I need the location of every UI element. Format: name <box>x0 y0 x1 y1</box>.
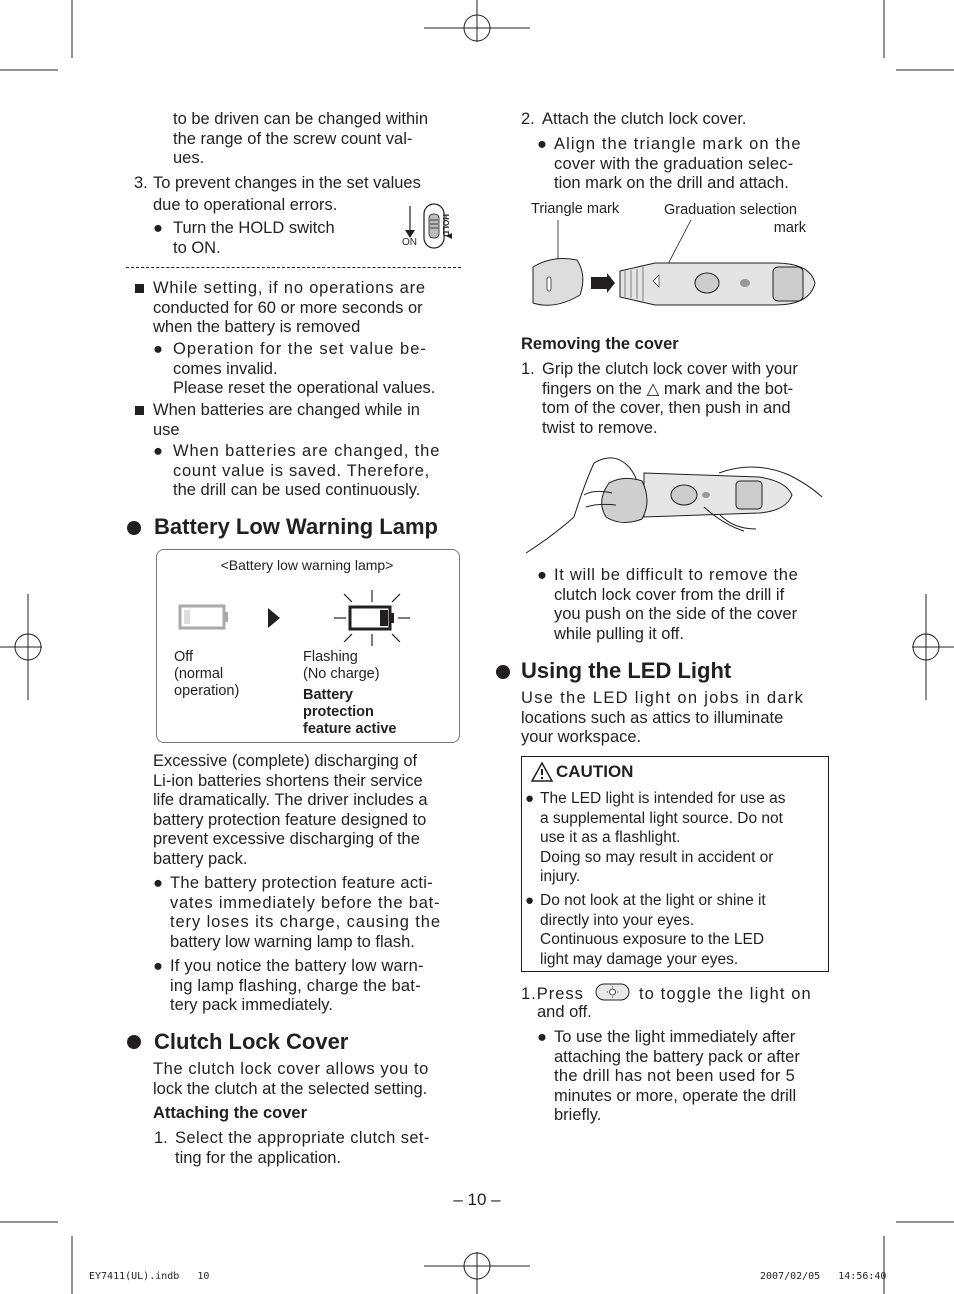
press-instruction-post: to toggle the light on <box>639 985 812 1003</box>
heading-bullet <box>127 521 141 535</box>
clutch-section-title: Clutch Lock Cover <box>154 1029 349 1054</box>
caution-item-1: The LED light is intended for use as a supplemental light source. Do not use it as a flashlight. Doing so may result in accident or injury. <box>540 790 786 885</box>
battery-lamp-caption: <Battery low warning lamp> <box>220 557 394 573</box>
step-3-number: 3. <box>134 174 148 192</box>
clutch-cover-attach-illustration <box>525 215 825 315</box>
battery-section-title: Battery Low Warning Lamp <box>154 514 438 539</box>
press-instruction-line2: and off. <box>537 1003 592 1021</box>
step-2-text: Attach the clutch lock cover. <box>542 110 747 128</box>
switch-on-label: ON <box>402 237 417 248</box>
hold-switch-bullet: Turn the HOLD switch to ON. <box>173 219 335 257</box>
attach-heading: Attaching the cover <box>153 1104 308 1122</box>
battery-body: Excessive (complete) discharging of Li-ion batteries shortens their service life dramatically. The driver includes a battery protection feature designed to prevent excessive discharging of the battery pack. <box>153 752 428 868</box>
attach-step-number: 1. <box>154 1129 168 1147</box>
battery-flashing-icon <box>332 588 412 648</box>
press-bullet: To use the light immediately after attaching the battery pack or after the drill has not been used for 5 minutes or more, operate the drill briefly. <box>554 1028 800 1124</box>
heading-bullet <box>496 665 510 679</box>
warning-triangle-icon <box>531 762 553 782</box>
print-timestamp: 2007/02/05 14:56:40 <box>760 1271 887 1282</box>
caution-item-2: Do not look at the light or shine it directly into your eyes. Continuous exposure to the LED light may damage your eyes. <box>540 892 766 968</box>
press-instruction-pre: 1.Press <box>521 985 584 1003</box>
led-body: Use the LED light on jobs in dark locations such as attics to illuminate your workspace. <box>521 689 805 746</box>
bullet-marker: ● <box>153 340 163 358</box>
step-2-number: 2. <box>521 110 535 128</box>
intro-continuation: to be driven can be changed within the range of the screw count val- ues. <box>173 110 429 167</box>
led-section-title: Using the LED Light <box>521 658 732 683</box>
clutch-cover-removal-illustration <box>524 445 824 555</box>
bullet-marker: ● <box>525 892 535 909</box>
square-bullet <box>135 279 144 299</box>
attach-step-text: Select the appropriate clutch set- ting for the application. <box>175 1129 430 1167</box>
removing-bullet: It will be difficult to remove the clutch lock cover from the drill if you push on the side of the cover while pulling it off. <box>554 566 799 643</box>
removing-step-text: Grip the clutch lock cover with your fingers on the △ mark and the bot- tom of the cover, then push in and twist to remove. <box>542 360 798 437</box>
bullet-marker: ● <box>525 790 535 807</box>
battery-bullet-2: If you notice the battery low warn- ing lamp flashing, charge the bat- tery pack immediately. <box>170 957 424 1014</box>
bullet-marker: ● <box>537 135 547 153</box>
battery-bullet-1: The battery protection feature acti- vates immediately before the bat- tery loses its charge, causing the battery low warning lamp to flash. <box>170 874 441 951</box>
page-number: – 10 – <box>453 1190 501 1209</box>
dashed-divider <box>126 267 461 268</box>
bullet-marker: ● <box>153 442 163 460</box>
step-3-text: To prevent changes in the set values due to operational errors. <box>153 174 421 214</box>
caution-title: CAUTION <box>556 762 634 781</box>
bullet-marker: ● <box>153 874 163 892</box>
clutch-body: The clutch lock cover allows you to lock the clutch at the selected setting. <box>153 1060 429 1098</box>
arrow-right-icon <box>266 606 286 630</box>
removing-heading: Removing the cover <box>521 335 679 353</box>
removing-step-number: 1. <box>521 360 535 378</box>
bullet-marker: ● <box>153 957 163 975</box>
file-name: EY7411(UL).indb 10 <box>89 1271 210 1282</box>
bullet-marker: ● <box>537 1028 547 1046</box>
light-button-icon[interactable] <box>595 982 631 1002</box>
battery-off-icon <box>178 604 238 634</box>
triangle-mark-label: Triangle mark <box>531 201 620 217</box>
square-bullet <box>135 401 144 421</box>
heading-bullet <box>127 1035 141 1049</box>
lamp-flashing-label: Flashing (No charge) Battery protection feature active <box>303 649 397 737</box>
graduation-mark-label: Graduation selection mark <box>664 202 806 236</box>
switch-hold-label: HOLD <box>441 214 450 237</box>
bullet-marker: ● <box>537 566 547 584</box>
bullet-marker: ● <box>153 219 163 237</box>
lamp-off-label: Off (normal operation) <box>174 649 240 699</box>
